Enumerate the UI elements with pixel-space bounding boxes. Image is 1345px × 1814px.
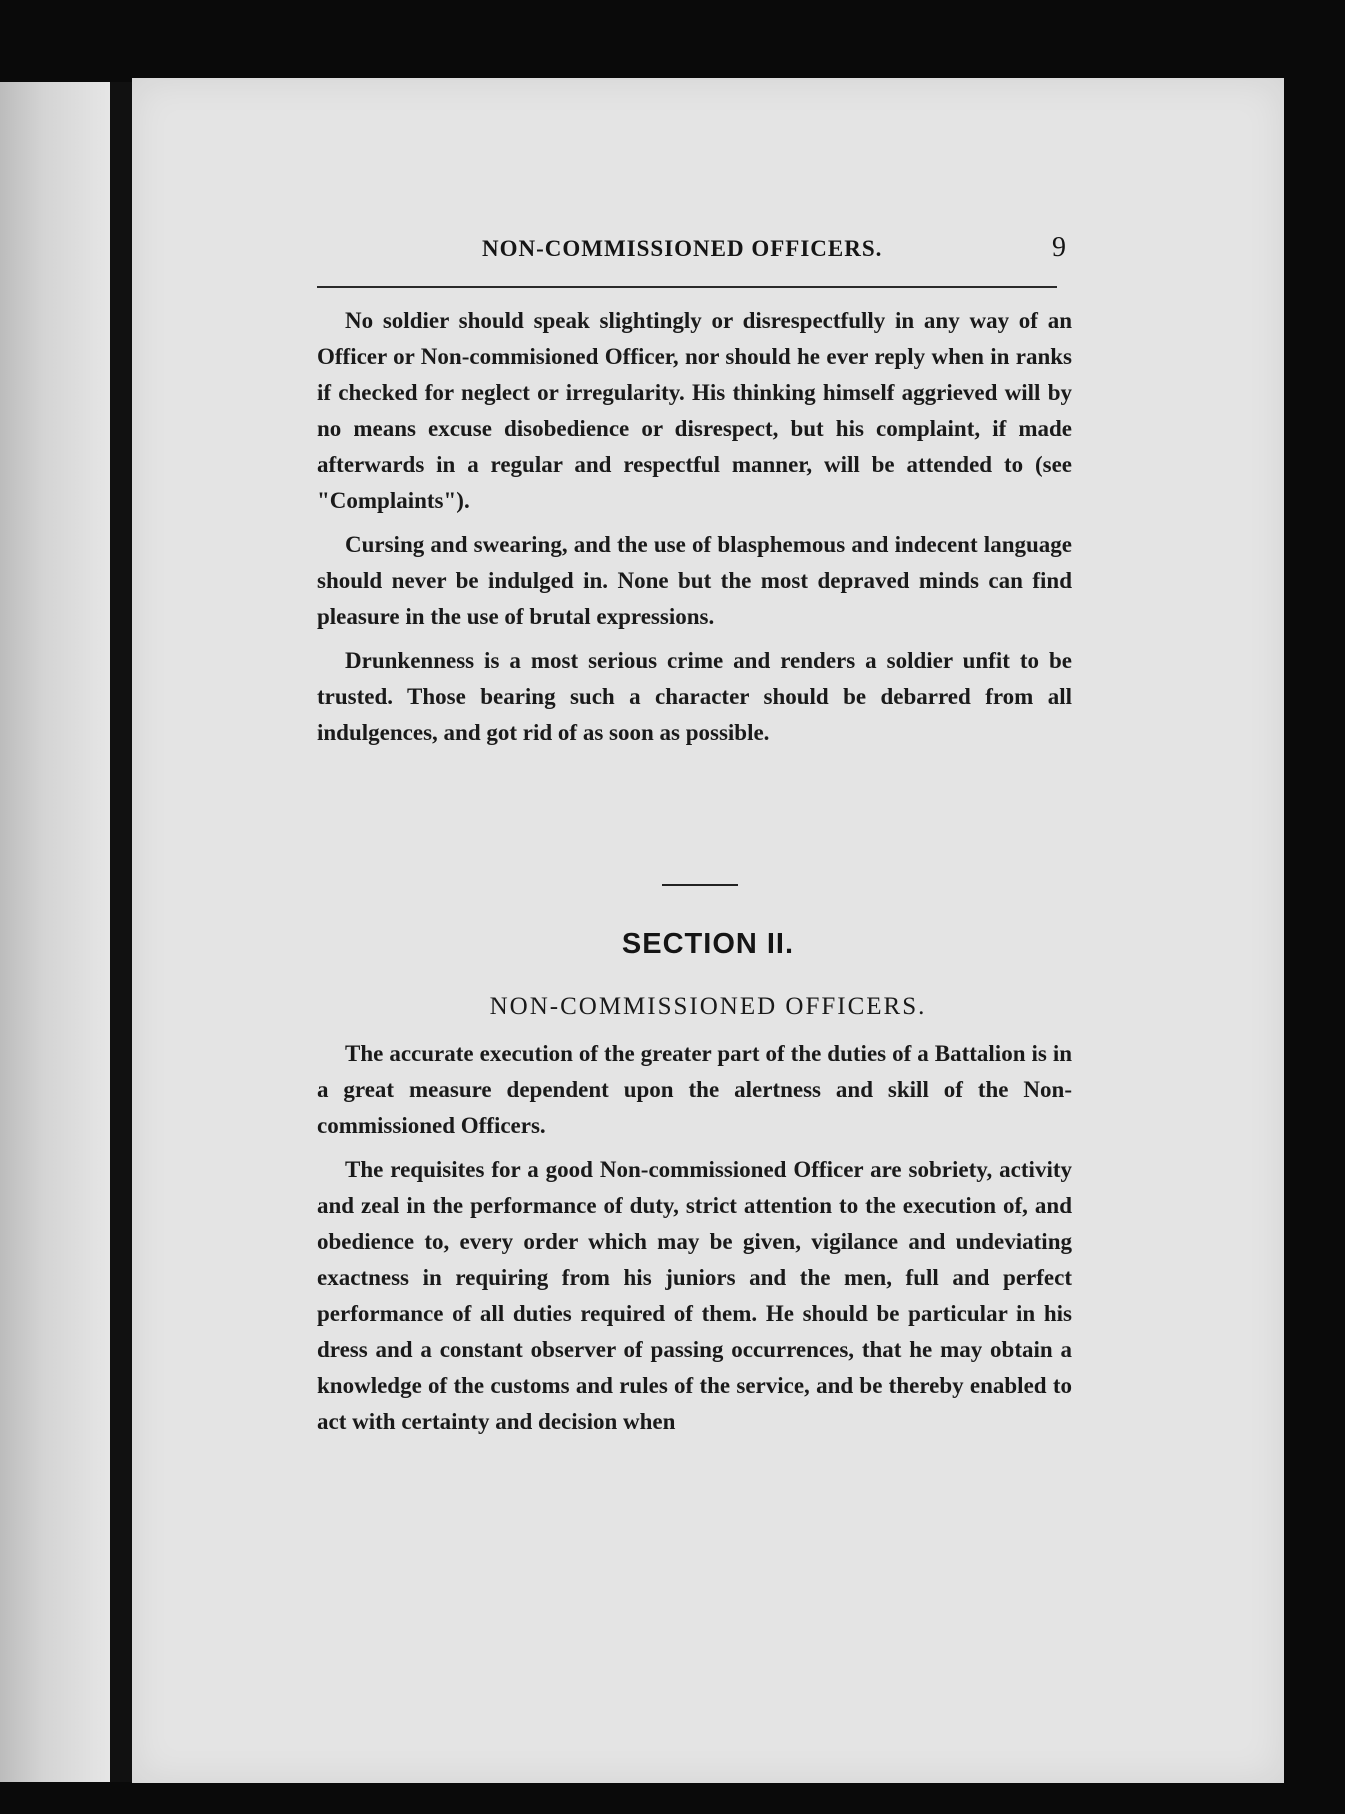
section-text (317, 1036, 1072, 1448)
book-page (132, 78, 1284, 1783)
paragraph-swearing: Cursing and swearing, and the use of blasphemous and indecent language should never be indulged in. None but the most depraved minds can find pleasure in the use of brutal expressions. (317, 532, 1072, 629)
opening-text (317, 303, 1072, 759)
paragraph-conduct: No soldier should speak slightingly or disrespectfully in any way of an Officer or Non-commisioned Officer, nor should he ever reply when in ranks if checked for neglect or irregularity. His thinking himself aggrieved will by no means excuse disobedience or disrespect, but his complaint, if made afterwards in a regular and respectful manner, will be attended to (see "Complaints"). (317, 308, 1072, 513)
facing-page-edge (0, 82, 110, 1782)
section-title: SECTION II. (621, 928, 795, 960)
page-number: 9 (1052, 232, 1066, 263)
paragraph-execution: The accurate execution of the greater part of the duties of a Battalion is in a great measure dependent upon the alertness and skill of the Non-commissioned Officers. (317, 1041, 1072, 1138)
paragraph-requisites: The requisites for a good Non-commissioned Officer are sobriety, activity and zeal in the performance of duty, strict attention to the execution of, and obedience to, every order which may be given, vigilance and undeviating exactness in requiring from his juniors and the men, full and perfect performance of all duties required of them. He should be particular in his dress and a constant observer of passing occurrences, that he may obtain a knowledge of the customs and rules of the service, and be thereby enabled to act with certainty and decision when (317, 1157, 1072, 1434)
section-divider (662, 884, 738, 886)
running-head (132, 232, 1284, 272)
paragraph-drunkenness: Drunkenness is a most serious crime and renders a soldier unfit to be trusted. Those bearing such a character should be debarred from all indulgences, and got rid of as soon as possible. (317, 648, 1072, 745)
section-subtitle: NON-COMMISSIONED OFFICERS. (489, 993, 927, 1020)
book-spine (110, 82, 132, 1782)
running-title: NON-COMMISSIONED OFFICERS. (482, 236, 883, 261)
header-rule (317, 286, 1057, 288)
